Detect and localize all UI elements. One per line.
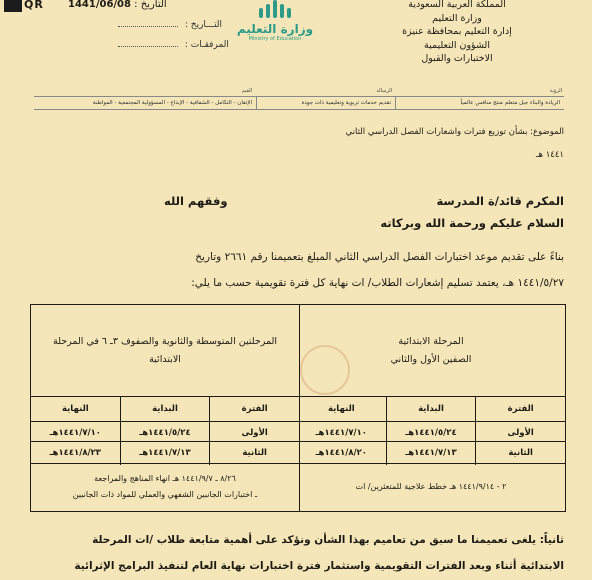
primary-footer-text: ٢ - ١٤٤١/٩/١٤ هـ خطط علاجية للمتعثرين/ ات xyxy=(355,482,507,491)
secondary-footer-line: ٨/٢٦ ـ ١٤٤١/٩/٧ هـ انهاء المناهج والمراجعة xyxy=(94,474,236,483)
cell-start: ١٤٤١/٧/١٣هـ xyxy=(386,441,476,465)
logo-mark-icon xyxy=(253,0,297,20)
paragraph-line: بناءً على تقديم موعد اختبارات الفصل الدراسي الثاني المبلغ بتعميمنا رقم ٢٦٦١ وتاريخ xyxy=(195,251,564,263)
paragraph-line: ١٤٤١/٥/٢٧ هـ، يعتمد تسليم إشعارات الطلاب/ ات نهاية كل فترة تقويمية حسب ما يلي: xyxy=(191,277,564,289)
primary-header-title: المرحلة الابتدائية xyxy=(398,335,464,347)
primary-header-subtitle: الصفين الأول والثاني xyxy=(390,353,472,365)
col-end: النهاية xyxy=(61,404,89,414)
salutation-recipient: المكرم قائد/ة المدرسة xyxy=(436,194,564,208)
table-row xyxy=(297,441,565,465)
history-label: التـــاريخ : xyxy=(184,20,223,30)
mission-label: الرسالة xyxy=(376,88,392,94)
values-cell: الإتقان - التكامل - الشفافية - الإبداع - المسؤولية المجتمعية - المواطنة xyxy=(92,100,252,106)
secondary-footer-line: ـ اختبارات الجانبين الشفهي والعملي للمواد ذات الجانبين xyxy=(72,490,258,499)
col-start: البداية xyxy=(386,397,476,421)
greeting: السلام عليكم ورحمة الله وبركاته xyxy=(380,216,564,230)
values-bar xyxy=(34,96,564,110)
cell-period: الأولى xyxy=(209,421,299,445)
col-start: البداية xyxy=(120,397,210,421)
cell-period: الأولى xyxy=(475,421,565,445)
paragraph-line: الابتدائية أثناء وبعد الفترات التقويمية واستثمار فترة اختبارات نهاية العام لتنفيذ البرامج الإثرائية xyxy=(74,560,564,572)
mission-cell: تقديم خدمات تربوية وتعليمية ذات جودة xyxy=(256,97,395,109)
salutation-blessing: وفقهم الله xyxy=(164,194,228,208)
ministry-heading xyxy=(362,0,552,66)
col-period: الفترة xyxy=(209,397,299,421)
qr-label: QR xyxy=(24,0,44,11)
watermark-stamp-icon xyxy=(300,345,350,395)
table-row xyxy=(31,441,299,465)
ministry-line: إدارة التعليم بمحافظة عنيزة xyxy=(402,26,512,37)
values-label: القيم xyxy=(241,88,252,94)
cell-end: ١٤٤١/٨/٢٣هـ xyxy=(49,448,101,458)
attachments-row xyxy=(118,40,229,50)
secondary-header-title: المرحلتين المتوسطة والثانوية والصفوف ٣ـ ٦ في المرحلة الابتدائية xyxy=(53,335,277,365)
col-end: النهاية xyxy=(327,404,355,414)
cell-end: ١٤٤١/٧/١٠هـ xyxy=(315,428,367,438)
cell-end: ١٤٤١/٧/١٠هـ xyxy=(49,428,101,438)
ministry-line: المملكة العربية السعودية xyxy=(408,0,506,10)
cell-start: ١٤٤١/٧/١٣هـ xyxy=(120,441,210,465)
cell-period: الثانية xyxy=(475,441,565,465)
cell-start: ١٤٤١/٥/٢٤هـ xyxy=(120,421,210,445)
year-line: ١٤٤١ هـ xyxy=(536,150,564,160)
ministry-line: الشؤون التعليمية xyxy=(424,39,490,51)
cell-period: الثانية xyxy=(209,441,299,465)
vision-label: الرؤية xyxy=(549,88,562,94)
table-row xyxy=(297,397,565,421)
subject-line: الموضوع: بشأن توزيع فترات واشعارات الفصل الدراسي الثاني xyxy=(345,127,564,137)
qr-code-icon xyxy=(4,0,22,12)
primary-footer xyxy=(297,463,565,511)
ministry-line: الاختبارات والقبول xyxy=(421,53,493,64)
logo-english: Ministry of Education xyxy=(248,36,302,42)
secondary-header xyxy=(31,305,299,396)
secondary-footer xyxy=(31,463,299,511)
date-label: التاريخ : xyxy=(134,0,167,10)
cell-start: ١٤٤١/٥/٢٤هـ xyxy=(386,421,476,445)
history-row xyxy=(118,20,222,30)
vision-cell: الريادة والبناء جيل متعلم منتج منافس عالمياً xyxy=(395,97,564,109)
col-period: الفترة xyxy=(475,397,565,421)
table-row xyxy=(31,397,299,421)
date-value: 1441/06/08 xyxy=(68,0,131,10)
attachments-label: المرفقـات : xyxy=(184,40,229,50)
schedule-table xyxy=(30,304,566,512)
logo-arabic: وزارة التعليم xyxy=(236,22,314,36)
paragraph-line: ثانياً: يلغى تعميمنا ما سبق من تعاميم بهذا الشأن ونؤكد على أهمية متابعة طلاب /ات المرحلة xyxy=(92,534,564,546)
ministry-line: وزارة التعليم xyxy=(432,12,482,24)
history-blank xyxy=(118,26,178,27)
cell-end: ١٤٤١/٨/٢٠هـ xyxy=(315,448,367,458)
attachments-blank xyxy=(118,46,178,47)
date-line xyxy=(62,0,167,10)
ministry-logo xyxy=(215,0,335,50)
